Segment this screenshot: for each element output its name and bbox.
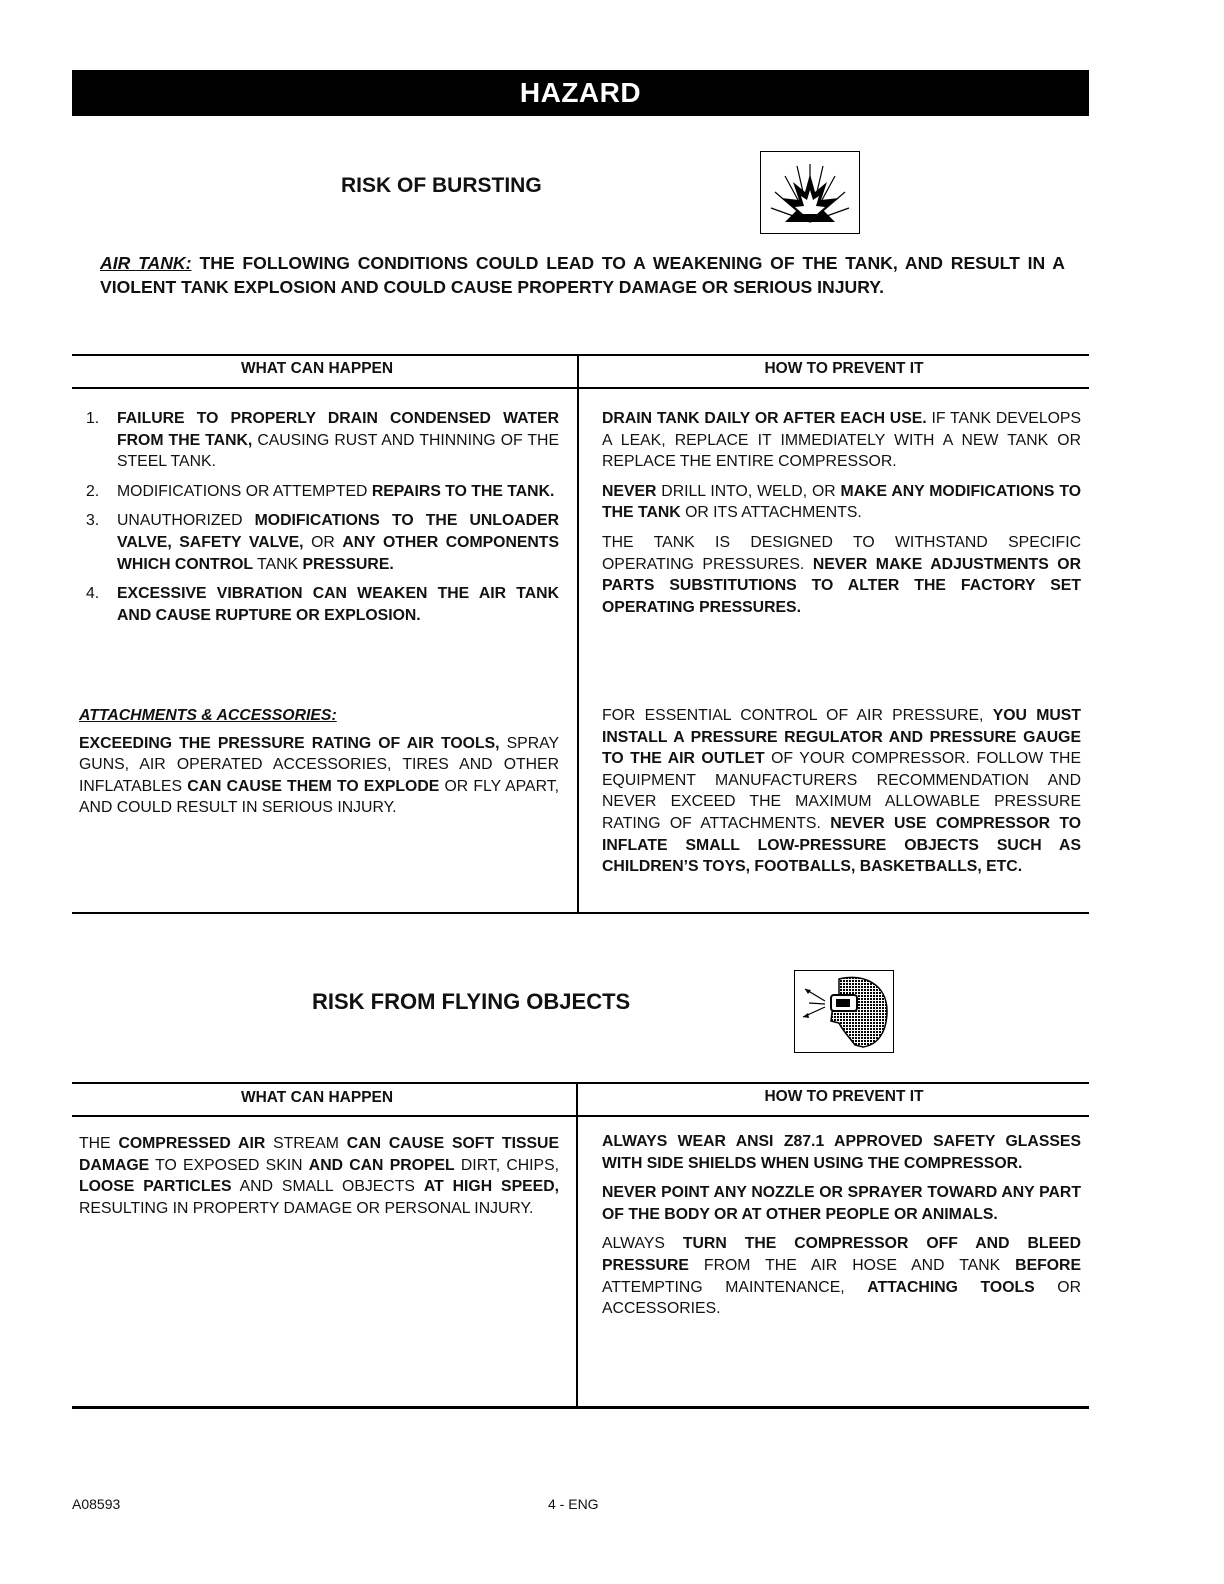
prevention-item: ALWAYS TURN THE COMPRESSOR OFF AND BLEED PRESSURE FROM THE AIR HOSE AND TANK BEFORE ATTEMPTING MAINTENANCE, ATTACHING TOOLS OR ACCESSORIES.: [602, 1235, 1081, 1318]
eye-protection-icon: [794, 970, 894, 1053]
table-column-divider: [577, 354, 579, 914]
prevention-item: THE TANK IS DESIGNED TO WITHSTAND SPECIFIC OPERATING PRESSURES. NEVER MAKE ADJUSTMENTS OR PARTS SUBSTITUTIONS TO ALTER THE FACTORY SET OPERATING PRESSURES.: [602, 533, 1081, 616]
table-bottom-rule: [72, 1406, 1089, 1409]
bursting-prevention-list: [602, 408, 1081, 626]
air-tank-tag: AIR TANK:: [100, 253, 192, 273]
bursting-title: RISK OF BURSTING: [341, 174, 542, 197]
bursting-hazard-list: [79, 408, 559, 634]
air-tank-intro: [100, 252, 1065, 299]
explosion-icon: [760, 151, 860, 234]
flying-hazard-text: THE COMPRESSED AIR STREAM CAN CAUSE SOFT TISSUE DAMAGE TO EXPOSED SKIN AND CAN PROPEL DIRT, CHIPS, LOOSE PARTICLES AND SMALL OBJECTS AT HIGH SPEED, RESULTING IN PROPERTY DAMAGE OR PERSONAL INJURY.: [79, 1135, 559, 1217]
flying-objects-title: RISK FROM FLYING OBJECTS: [312, 989, 631, 1014]
attachments-hazard: [79, 705, 559, 827]
air-tank-intro-text: THE FOLLOWING CONDITIONS COULD LEAD TO A WEAKENING OF THE TANK, AND RESULT IN A VIOLENT TANK EXPLOSION AND COULD CAUSE PROPERTY DAMAGE OR SERIOUS INJURY.: [100, 253, 1065, 297]
attachments-prevention: FOR ESSENTIAL CONTROL OF AIR PRESSURE, YOU MUST INSTALL A PRESSURE REGULATOR AND PRESSURE GAUGE TO THE AIR OUTLET OF YOUR COMPRESSOR. FOLLOW THE EQUIPMENT MANUFACTURERS RECOMMENDATION AND NEVER EXCEED THE MAXIMUM ALLOWABLE PRESSURE RATING OF ATTACHMENTS. NEVER USE COMPRESSOR TO INFLATE SMALL LOW-PRESSURE OBJECTS SUCH AS CHILDREN’S TOYS, FOOTBALLS, BASKETBALLS, ETC.: [602, 707, 1081, 876]
prevention-item: DRAIN TANK DAILY OR AFTER EACH USE. IF TANK DEVELOPS A LEAK, REPLACE IT IMMEDIATELY WITH A NEW TANK OR REPLACE THE ENTIRE COMPRESSOR.: [602, 410, 1081, 471]
list-item: 3. UNAUTHORIZED MODIFICATIONS TO THE UNLOADER VALVE, SAFETY VALVE, OR ANY OTHER COMPONENTS WHICH CONTROL TANK PRESSURE.: [86, 512, 559, 573]
table-bottom-rule: [72, 912, 1089, 914]
prevention-item: NEVER DRILL INTO, WELD, OR MAKE ANY MODIFICATIONS TO THE TANK OR ITS ATTACHMENTS.: [602, 482, 1081, 522]
column-header-what-can-happen: WHAT CAN HAPPEN: [240, 1089, 394, 1106]
attachments-text: EXCEEDING THE PRESSURE RATING OF AIR TOOLS, SPRAY GUNS, AIR OPERATED ACCESSORIES, TIRES AND OTHER INFLATABLES CAN CAUSE THEM TO EXPLODE OR FLY APART, AND COULD RESULT IN SERIOUS INJURY.: [79, 734, 559, 817]
flying-prevention-list: [602, 1131, 1081, 1328]
prevention-item: NEVER POINT ANY NOZZLE OR SPRAYER TOWARD ANY PART OF THE BODY OR AT OTHER PEOPLE OR ANIMALS.: [602, 1184, 1081, 1223]
table-column-divider: [576, 1082, 578, 1408]
list-item: 1. FAILURE TO PROPERLY DRAIN CONDENSED WATER FROM THE TANK, CAUSING RUST AND THINNING OF THE STEEL TANK.: [86, 410, 560, 471]
column-header-what-can-happen: WHAT CAN HAPPEN: [240, 360, 394, 377]
document-code: A08593: [72, 1496, 121, 1512]
table-header-rule: [72, 1115, 1089, 1117]
list-item: 2. MODIFICATIONS OR ATTEMPTED REPAIRS TO THE TANK.: [86, 482, 555, 500]
prevention-item: ALWAYS WEAR ANSI Z87.1 APPROVED SAFETY GLASSES WITH SIDE SHIELDS WHEN USING THE COMPRESSOR.: [602, 1133, 1081, 1172]
attachments-heading: ATTACHMENTS & ACCESSORIES:: [79, 707, 337, 724]
list-item: 4. EXCESSIVE VIBRATION CAN WEAKEN THE AIR TANK AND CAUSE RUPTURE OR EXPLOSION.: [86, 585, 559, 624]
column-header-how-to-prevent: HOW TO PREVENT IT: [764, 360, 924, 377]
hazard-banner: HAZARD: [72, 70, 1089, 116]
table-header-rule: [72, 387, 1089, 389]
table-top-rule: [72, 1082, 1089, 1084]
page-number: 4 - ENG: [548, 1496, 599, 1512]
column-header-how-to-prevent: HOW TO PREVENT IT: [764, 1088, 924, 1105]
table-top-rule: [72, 354, 1089, 356]
